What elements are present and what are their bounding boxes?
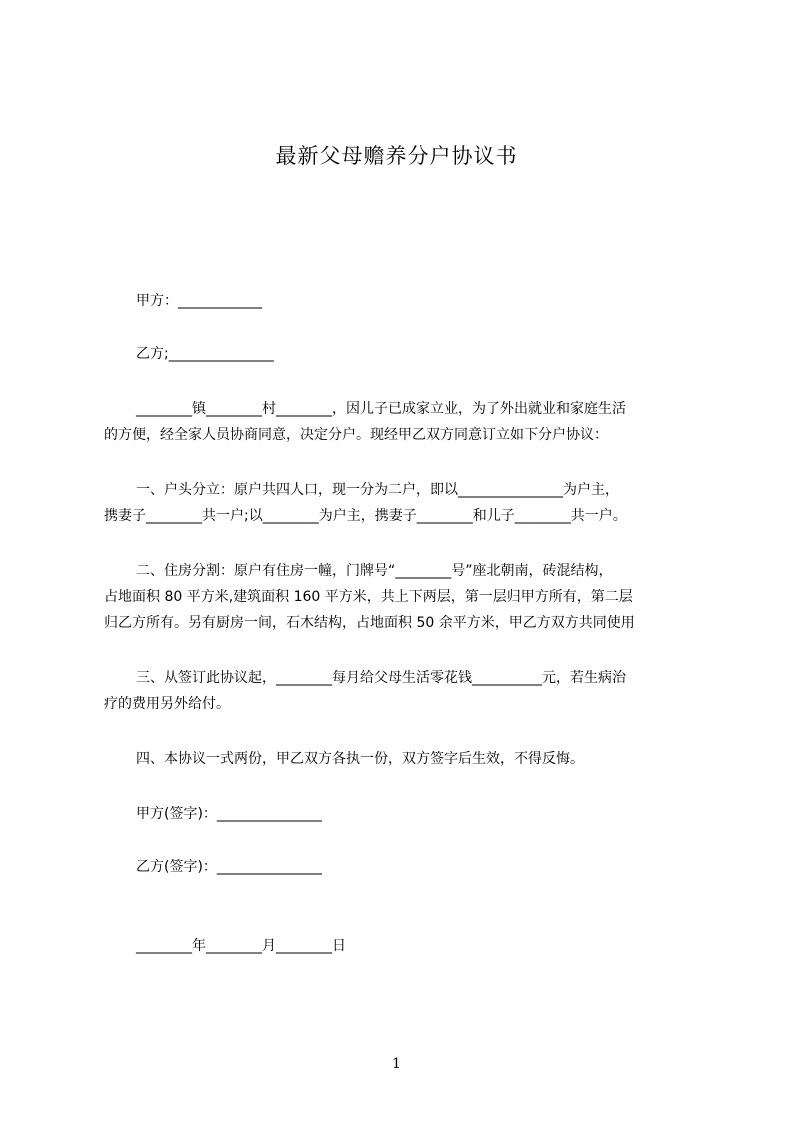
clause-household-split [104, 477, 698, 529]
party-a-signature-line: 甲方(签字)：_______________ [136, 806, 322, 822]
paragraph-line: 二、住房分割：原户有住房一幢，门牌号“________号”座北朝南，砖混结构， [136, 563, 613, 579]
clause-housing-division [104, 558, 698, 636]
document-title: 最新父母赡养分户协议书 [275, 144, 518, 168]
paragraph-line: 一、户头分立：原户共四人口，现一分为二户，即以_______________为户主， [136, 482, 619, 498]
intro-paragraph [104, 396, 698, 448]
party-a-line: 甲方：____________ [136, 293, 262, 309]
date-line: ________年________月________日 [136, 938, 346, 954]
party-b-line: 乙方;_______________ [136, 346, 274, 362]
page-number: 1 [392, 1056, 401, 1072]
clause-living-allowance [104, 665, 698, 717]
paragraph-line: 三、从签订此协议起，________每月给父母生活零花钱__________元，若生病治 [136, 670, 626, 686]
paragraph-line: 携妻子________共一户;以________为户主，携妻子________和儿子________共一户。 [104, 508, 627, 524]
clause-agreement-copies: 四、本协议一式两份，甲乙双方各执一份，双方签字后生效，不得反悔。 [136, 751, 584, 767]
paragraph-line: 归乙方所有。另有厨房一间，石木结构，占地面积 50 余平方米，甲乙方双方共同使用 [104, 615, 635, 631]
paragraph-line: 占地面积 80 平方米,建筑面积 160 平方米，共上下两层，第一层归甲方所有，第二层 [104, 589, 633, 605]
paragraph-line: 的方便，经全家人员协商同意，决定分户。现经甲乙双方同意订立如下分户协议： [104, 427, 608, 443]
paragraph-line: ________镇________村________，因儿子已成家立业，为了外出就业和家庭生活 [136, 401, 626, 417]
document-body [104, 288, 698, 959]
party-b-signature-line: 乙方(签字)：_______________ [136, 859, 322, 875]
paragraph-line: 疗的费用另外给付。 [104, 696, 230, 712]
